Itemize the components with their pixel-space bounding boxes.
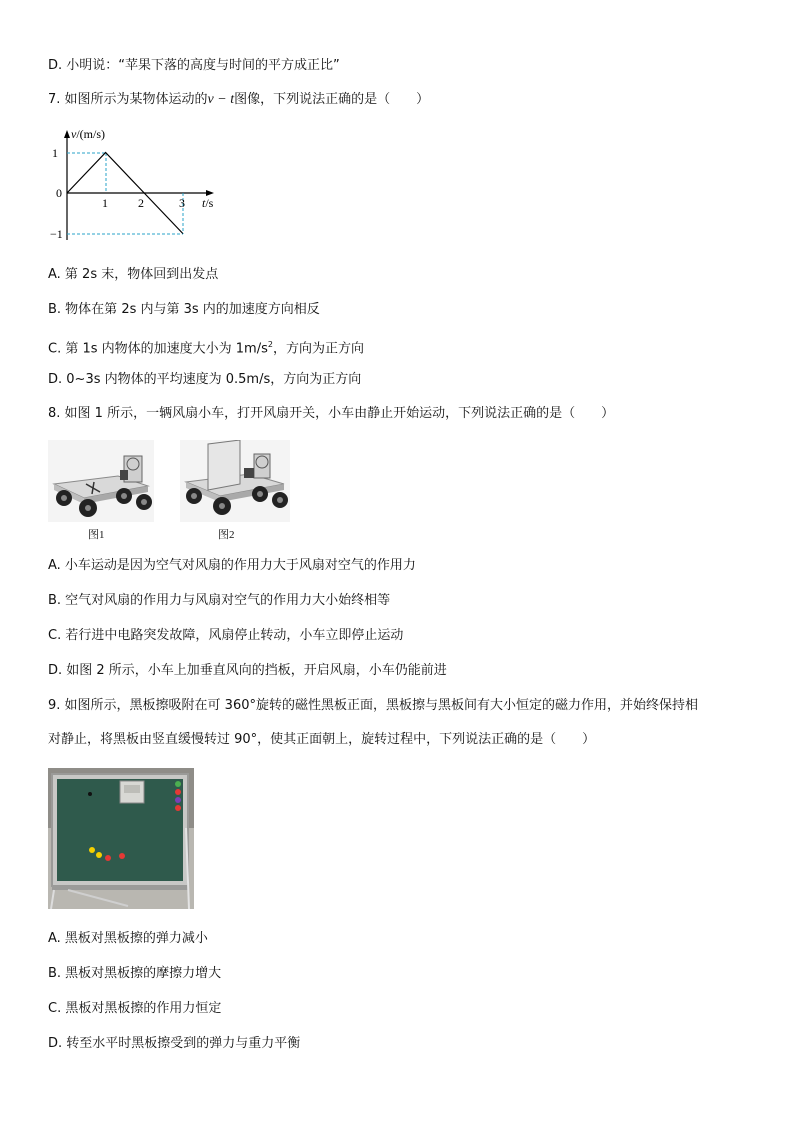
x-tick-3: 3 [179,196,185,210]
q8-option-c: C. 若行进中电路突发故障，风扇停止转动，小车立即停止运动 [48,628,404,643]
q7-stem [48,90,429,110]
q7-option-c-text: C. 第 1s 内物体的加速度大小为 1m/s [48,341,268,357]
blackboard-photo [48,768,194,909]
q9-option-d: D. 转至水平时黑板擦受到的弹力与重力平衡 [48,1036,301,1051]
x-tick-2: 2 [138,196,144,210]
q7-option-a: A. 第 2s 末，物体回到出发点 [48,267,219,282]
q9-stem-line-1: 9. 如图所示，黑板擦吸附在可 360°旋转的磁性黑板正面，黑板擦与黑板间有大小恒定的磁力作用，并始终保持相 [48,698,698,713]
q7-option-b: B. 物体在第 2s 内与第 3s 内的加速度方向相反 [48,302,320,317]
fan-car-figure-2 [180,440,290,522]
q8-option-b: B. 空气对风扇的作用力与风扇对空气的作用力大小始终相等 [48,593,391,608]
q8-option-d: D. 如图 2 所示，小车上加垂直风向的挡板，开启风扇，小车仍能前进 [48,663,447,678]
q8-stem: 8. 如图 1 所示，一辆风扇小车，打开风扇开关，小车由静止开始运动，下列说法正确的是（ ） [48,406,615,421]
q7-vt-graph [50,124,230,248]
q7-option-c-tail: ，方向为正方向 [272,341,364,357]
q9-option-a: A. 黑板对黑板擦的弹力减小 [48,931,208,946]
y-axis-arrow [64,130,70,138]
figure-1-caption: 图1 [88,529,105,541]
q7-stem-part-b: 图像，下列说法正确的是（ ） [234,92,430,107]
q7-stem-variable: v − t [207,92,235,107]
x-tick-1: 1 [102,196,108,210]
fan-car-figure-1 [48,440,154,522]
q8-option-a: A. 小车运动是因为空气对风扇的作用力大于风扇对空气的作用力 [48,558,416,573]
figure-2-caption: 图2 [218,529,235,541]
y-axis-label: v/(m/s) [71,127,105,141]
q6-option-d: D. 小明说：“苹果下落的高度与时间的平方成正比” [48,58,340,73]
q9-option-c: C. 黑板对黑板擦的作用力恒定 [48,1001,222,1016]
baffle-board [208,440,240,490]
q9-option-b: B. 黑板对黑板擦的摩擦力增大 [48,966,222,981]
x-axis-label: t/s [202,196,214,210]
y-tick-neg1: −1 [50,227,63,241]
origin-label: 0 [56,186,62,200]
q7-option-c-sup: 2 [267,340,273,349]
y-tick-1: 1 [52,146,58,160]
q7-stem-part-a: 7. 如图所示为某物体运动的 [48,92,208,107]
q7-option-c [48,335,364,359]
q9-stem-line-2: 对静止，将黑板由竖直缓慢转过 90°，使其正面朝上，旋转过程中，下列说法正确的是（ ） [48,732,596,747]
q7-option-d: D. 0~3s 内物体的平均速度为 0.5m/s，方向为正方向 [48,372,362,387]
